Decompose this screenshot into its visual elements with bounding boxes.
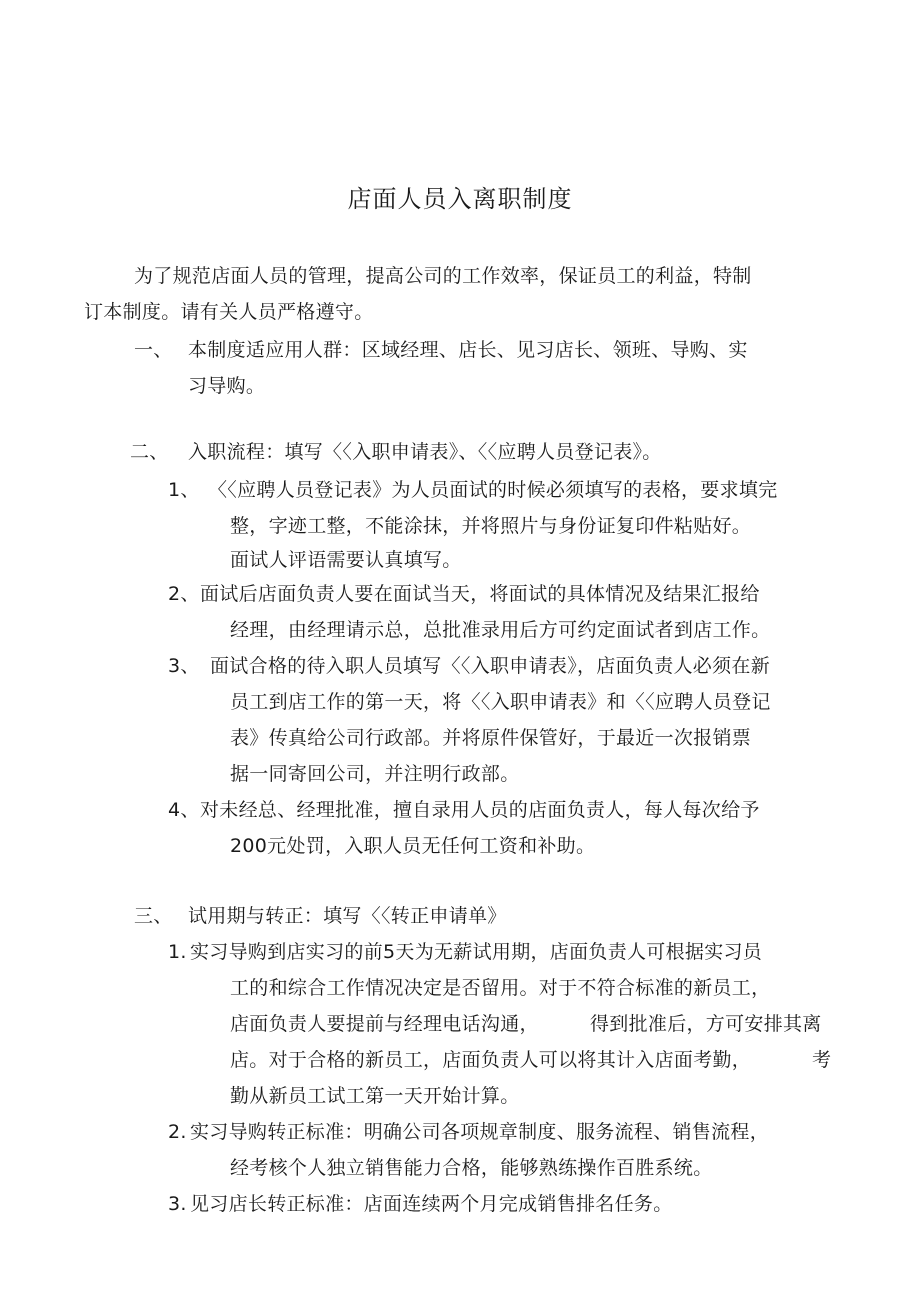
section1-line-2: 习导购。 xyxy=(188,375,266,397)
s2-item3-line-2: 员工到店工作的第一天，将〈〈入职申请表》和〈〈应聘人员登记 xyxy=(230,691,771,713)
section1-line-1: 本制度适应用人群：区域经理、店长、见习店长、领班、导购、实 xyxy=(188,339,748,361)
s2-item1-line-2: 整，字迹工整，不能涂抹，并将照片与身份证复印件粘贴好。 xyxy=(230,515,752,537)
s2-item3-marker: 3、 xyxy=(168,655,200,677)
s3-item2-line-2: 经考核个人独立销售能力合格，能够熟练操作百胜系统。 xyxy=(230,1157,713,1179)
s3-item1-line-3b: 得到批准后，方可安排其离 xyxy=(590,1013,822,1035)
s3-item1-line-1: 实习导购到店实习的前5天为无薪试用期，店面负责人可根据实习员 xyxy=(190,941,763,963)
s2-item4-line-2: 200元处罚，入职人员无任何工资和补助。 xyxy=(230,835,596,857)
s2-item2-line-2: 经理，由经理请示总，总批准录用后方可约定面试者到店工作。 xyxy=(230,619,771,641)
s2-item2-line-1: 面试后店面负责人要在面试当天，将面试的具体情况及结果汇报给 xyxy=(200,583,760,605)
s2-item2-marker: 2、 xyxy=(168,583,200,605)
s2-item1-marker: 1、 xyxy=(168,479,200,501)
s3-item1-line-2: 工的和综合工作情况决定是否留用。对于不符合标准的新员工， xyxy=(230,977,771,999)
s3-item3-line-1: 见习店长转正标准：店面连续两个月完成销售排名任务。 xyxy=(190,1193,673,1215)
document-title: 店面人员入离职制度 xyxy=(347,185,573,213)
s2-item1-line-1: 〈〈应聘人员登记表》为人员面试的时候必须填写的表格，要求填完 xyxy=(208,479,778,501)
s3-item1-line-3a: 店面负责人要提前与经理电话沟通， xyxy=(230,1013,539,1035)
s3-item2-marker: 2. xyxy=(168,1121,187,1143)
s3-item2-line-1: 实习导购转正标准：明确公司各项规章制度、服务流程、销售流程， xyxy=(190,1121,770,1143)
s3-item1-marker: 1. xyxy=(168,941,187,963)
s2-item4-marker: 4、 xyxy=(168,799,200,821)
s3-item1-line-4b: 考 xyxy=(812,1049,832,1071)
s2-item3-line-3: 表》传真给公司行政部。并将原件保管好，于最近一次报销票 xyxy=(230,727,752,749)
s2-item4-line-1: 对未经总、经理批准，擅自录用人员的店面负责人，每人每次给予 xyxy=(200,799,760,821)
s2-item3-line-4: 据一同寄回公司，并注明行政部。 xyxy=(230,763,520,785)
section1-marker: 一、 xyxy=(134,339,173,361)
s3-item1-line-5: 勤从新员工试工第一天开始计算。 xyxy=(230,1085,520,1107)
s3-item1-line-4a: 店。对于合格的新员工，店面负责人可以将其计入店面考勤， xyxy=(230,1049,752,1071)
section3-marker: 三、 xyxy=(134,905,173,927)
intro-line-1: 为了规范店面人员的管理，提高公司的工作效率，保证员工的利益，特制 xyxy=(134,265,752,287)
section3-heading: 试用期与转正：填写〈〈转正申请单》 xyxy=(188,905,507,927)
s3-item3-marker: 3. xyxy=(168,1193,187,1215)
section2-heading: 入职流程：填写〈〈入职申请表》、〈〈应聘人员登记表》。 xyxy=(188,441,662,463)
s2-item1-line-3: 面试人评语需要认真填写。 xyxy=(230,549,462,571)
section2-marker: 二、 xyxy=(130,441,169,463)
s2-item3-line-1: 面试合格的待入职人员填写〈〈入职申请表》，店面负责人必须在新 xyxy=(210,655,771,677)
intro-line-2: 订本制度。请有关人员严格遵守。 xyxy=(84,301,374,323)
